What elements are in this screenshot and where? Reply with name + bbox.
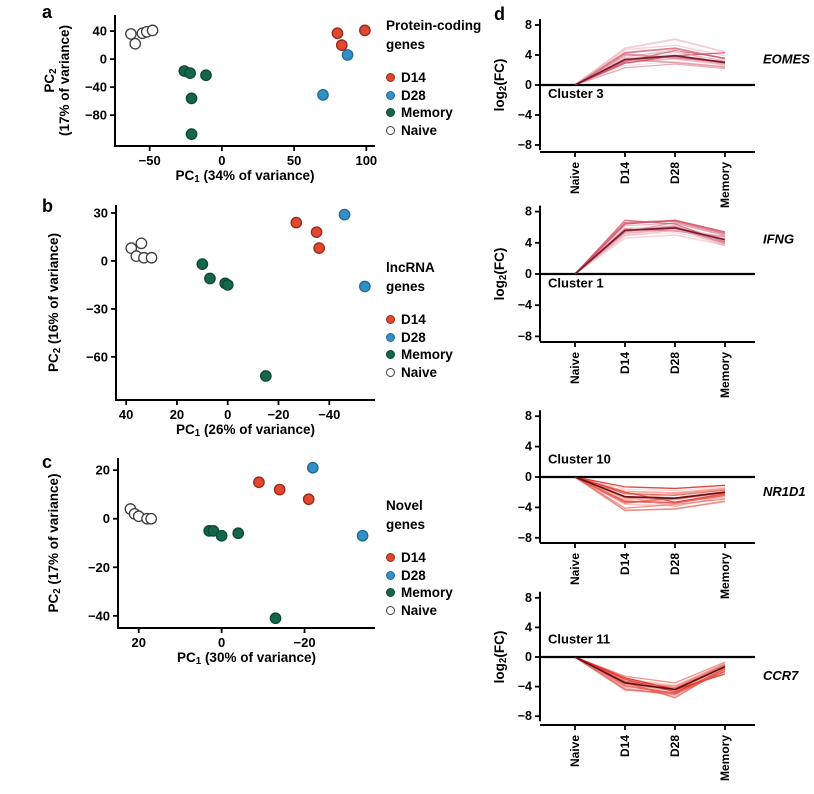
- svg-text:0: 0: [224, 407, 232, 422]
- svg-text:D14: D14: [618, 735, 632, 758]
- legend-item-d14: D14: [386, 311, 501, 329]
- svg-text:log2(FC): log2(FC): [492, 247, 510, 301]
- svg-text:4: 4: [525, 48, 532, 62]
- svg-text:40: 40: [92, 23, 107, 39]
- svg-text:Cluster 10: Cluster 10: [548, 451, 611, 467]
- svg-text:Memory: Memory: [718, 735, 732, 782]
- svg-text:−20: −20: [87, 559, 110, 575]
- legend-item-naive: Naive: [386, 364, 501, 382]
- svg-text:(17% of variance): (17% of variance): [57, 24, 72, 137]
- svg-text:log2(FC): log2(FC): [492, 58, 510, 112]
- d14-dot-icon: [386, 315, 395, 324]
- d28-dot-icon: [386, 333, 395, 342]
- legend-title: Novel genes: [386, 498, 426, 532]
- svg-text:−8: −8: [517, 138, 532, 152]
- panel-label-b: b: [42, 196, 53, 216]
- legend-item-memory: Memory: [386, 104, 501, 122]
- svg-text:−4: −4: [517, 298, 532, 313]
- svg-text:log2(FC): log2(FC): [492, 630, 510, 684]
- memory-dot-icon: [386, 108, 395, 117]
- svg-text:−80: −80: [84, 107, 107, 123]
- svg-text:D28: D28: [668, 735, 682, 758]
- svg-text:0: 0: [218, 635, 226, 650]
- cluster10-line-plot: [490, 403, 814, 608]
- svg-text:Cluster 11: Cluster 11: [548, 631, 611, 647]
- legend-title: lncRNA genes: [386, 260, 435, 294]
- svg-text:Naive: Naive: [568, 162, 582, 195]
- svg-text:4: 4: [525, 235, 532, 250]
- svg-text:8: 8: [525, 18, 532, 32]
- legend-novel: [386, 496, 501, 619]
- svg-text:EOMES: EOMES: [763, 51, 810, 67]
- svg-text:−8: −8: [517, 709, 532, 724]
- pca-plot-protein-coding: [40, 5, 385, 197]
- svg-text:CCR7: CCR7: [763, 668, 799, 684]
- svg-text:Memory: Memory: [718, 352, 732, 399]
- svg-text:D14: D14: [618, 553, 632, 576]
- svg-text:Cluster 3: Cluster 3: [548, 85, 604, 101]
- cluster1-line-plot: [490, 198, 814, 403]
- svg-text:PC2 (17% of variance): PC2 (17% of variance): [46, 473, 64, 613]
- svg-text:D14: D14: [618, 352, 632, 375]
- svg-text:D28: D28: [668, 162, 682, 185]
- naive-dot-icon: [386, 368, 395, 377]
- svg-text:−4: −4: [517, 500, 532, 515]
- svg-text:−4: −4: [517, 679, 532, 694]
- svg-text:Naive: Naive: [568, 553, 582, 586]
- svg-text:Memory: Memory: [718, 553, 732, 600]
- svg-text:20: 20: [131, 635, 146, 650]
- memory-dot-icon: [386, 588, 395, 597]
- legend-item-d28: D28: [386, 567, 501, 585]
- svg-text:0: 0: [525, 470, 532, 484]
- naive-dot-icon: [386, 126, 395, 135]
- legend-item-d14: D14: [386, 69, 501, 87]
- svg-text:20: 20: [95, 462, 110, 478]
- panel-label-a: a: [42, 2, 53, 22]
- svg-text:PC1 (30% of variance): PC1 (30% of variance): [177, 650, 316, 668]
- svg-text:0: 0: [100, 253, 108, 269]
- svg-text:8: 8: [525, 590, 532, 605]
- memory-dot-icon: [386, 350, 395, 359]
- pca-plot-lncrna: [40, 195, 385, 443]
- cluster3-line-plot: [490, 10, 814, 210]
- svg-text:NR1D1: NR1D1: [763, 484, 806, 500]
- legend-item-d28: D28: [386, 329, 501, 347]
- svg-text:Naive: Naive: [568, 735, 582, 768]
- legend-item-naive: Naive: [386, 602, 501, 620]
- pca-plot-novel: [40, 450, 385, 682]
- legend-item-naive: Naive: [386, 122, 501, 140]
- svg-text:−20: −20: [293, 635, 316, 650]
- legend-title: Protein-coding genes: [386, 18, 482, 52]
- svg-text:PC2: PC2: [42, 68, 60, 93]
- svg-text:0: 0: [102, 511, 110, 527]
- svg-text:0: 0: [99, 51, 107, 67]
- panel-label-d: d: [494, 4, 505, 24]
- svg-text:4: 4: [525, 620, 532, 635]
- svg-text:PC1 (26% of variance): PC1 (26% of variance): [176, 422, 315, 440]
- svg-text:PC2 (16% of variance): PC2 (16% of variance): [46, 233, 64, 372]
- legend-protein-coding: [386, 16, 501, 139]
- svg-text:−50: −50: [138, 153, 161, 168]
- panel-label-c: c: [42, 452, 53, 472]
- svg-text:Naive: Naive: [568, 352, 582, 385]
- svg-text:50: 50: [286, 153, 302, 168]
- svg-text:Cluster 1: Cluster 1: [548, 275, 604, 291]
- svg-text:−40: −40: [87, 608, 110, 624]
- svg-text:100: 100: [355, 153, 378, 168]
- svg-text:−20: −20: [267, 407, 290, 422]
- svg-text:D28: D28: [668, 553, 682, 576]
- svg-text:−4: −4: [517, 108, 532, 122]
- svg-text:40: 40: [118, 407, 134, 422]
- svg-text:20: 20: [169, 407, 185, 422]
- svg-text:−30: −30: [85, 301, 108, 317]
- svg-text:0: 0: [525, 78, 532, 92]
- naive-dot-icon: [386, 606, 395, 615]
- cluster11-line-plot: [490, 589, 814, 794]
- svg-text:4: 4: [525, 439, 532, 454]
- legend-item-d14: D14: [386, 549, 501, 567]
- svg-text:−8: −8: [517, 329, 532, 344]
- d14-dot-icon: [386, 553, 395, 562]
- legend-item-memory: Memory: [386, 346, 501, 364]
- d14-dot-icon: [386, 73, 395, 82]
- svg-text:PC1 (34% of variance): PC1 (34% of variance): [175, 168, 315, 186]
- d28-dot-icon: [386, 571, 395, 580]
- svg-text:−40: −40: [84, 79, 107, 95]
- svg-text:D28: D28: [668, 352, 682, 375]
- legend-item-memory: Memory: [386, 584, 501, 602]
- svg-text:D14: D14: [618, 162, 632, 185]
- svg-text:−60: −60: [85, 349, 108, 365]
- svg-text:Memory: Memory: [718, 162, 732, 209]
- svg-text:−8: −8: [517, 530, 532, 545]
- legend-item-d28: D28: [386, 87, 501, 105]
- svg-text:−40: −40: [318, 407, 341, 422]
- svg-text:0: 0: [525, 650, 532, 664]
- d28-dot-icon: [386, 91, 395, 100]
- svg-text:IFNG: IFNG: [763, 231, 795, 247]
- legend-lncrna: [386, 258, 501, 381]
- svg-text:30: 30: [93, 205, 108, 221]
- svg-text:8: 8: [525, 204, 532, 219]
- svg-text:8: 8: [525, 409, 532, 424]
- svg-text:0: 0: [525, 267, 532, 281]
- svg-text:0: 0: [218, 153, 226, 168]
